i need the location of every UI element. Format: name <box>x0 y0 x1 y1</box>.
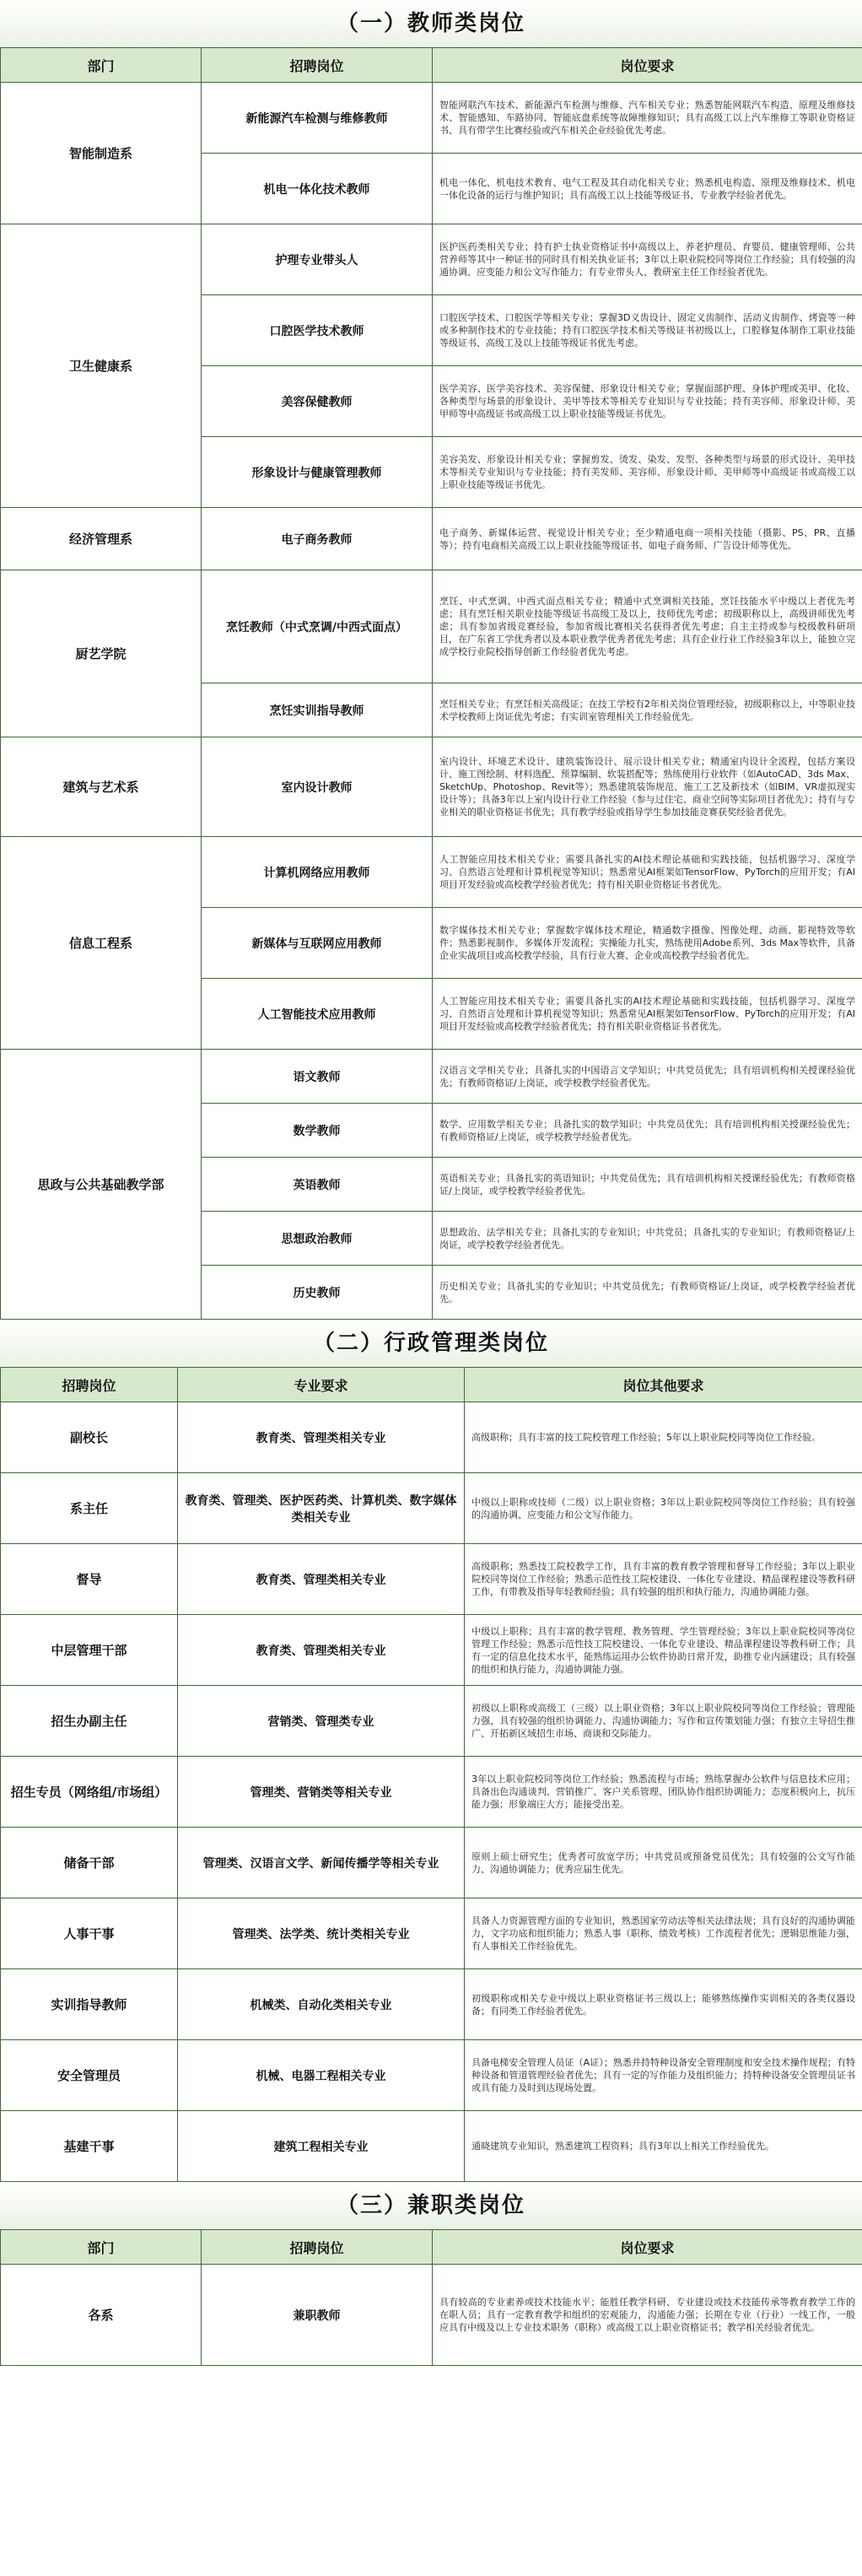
major-cell: 教育类、管理类相关专业 <box>178 1544 465 1615</box>
position-cell: 机电一体化技术教师 <box>202 154 433 224</box>
requirements-cell: 具有较高的专业素养或技术技能水平；能胜任教学科研、专业建设或技术技能传承等教育教学工作的在职人员；具有一定教育教学和组织的宏观能力，沟通能力强；长期在专业（行业）一线工作，一般应具有中级及以上专业技术职务（职称）或高级工以上职业资格证书；教学相关经验者优先。 <box>433 2265 862 2366</box>
position-cell: 英语教师 <box>202 1158 433 1212</box>
table-header-row <box>1 48 862 83</box>
position-cell: 新媒体与互联网应用教师 <box>202 908 433 979</box>
table-row <box>1 1402 862 1473</box>
position-cell: 安全管理员 <box>1 2040 178 2111</box>
table-header-row <box>1 1368 862 1402</box>
requirements-cell: 数学、应用数学相关专业；具备扎实的数学知识；中共党员优先；具有培训机构相关授课经验优先；有教师资格证/上岗证，或学校教学经验者优先。 <box>433 1104 862 1158</box>
position-cell: 人事干事 <box>1 1898 178 1969</box>
header-position: 招聘岗位 <box>1 1368 178 1402</box>
position-cell: 语文教师 <box>202 1050 433 1104</box>
table-row <box>1 2265 862 2366</box>
requirements-cell: 历史相关专业；具备扎实的专业知识；中共党员优先；有教师资格证/上岗证，或学校教学经验者优先。 <box>433 1266 862 1320</box>
position-cell: 储备干部 <box>1 1828 178 1898</box>
table-row <box>1 1686 862 1757</box>
requirements-cell: 英语相关专业；具备扎实的英语知识；中共党员优先；具有培训机构相关授课经验优先；有教师资格证/上岗证，或学校教学经验者优先。 <box>433 1158 862 1212</box>
position-cell: 实训指导教师 <box>1 1969 178 2040</box>
table-row <box>1 1898 862 1969</box>
major-cell: 管理类、法学类、统计类相关专业 <box>178 1898 465 1969</box>
major-cell: 教育类、管理类相关专业 <box>178 1402 465 1473</box>
major-cell: 教育类、管理类、医护医药类、计算机类、数字媒体类相关专业 <box>178 1473 465 1544</box>
major-cell: 教育类、管理类相关专业 <box>178 1615 465 1686</box>
position-cell: 副校长 <box>1 1402 178 1473</box>
header-dept: 部门 <box>1 48 202 83</box>
requirements-cell: 通晓建筑专业知识，熟悉建筑工程资料；具有3年以上相关工作经验优先。 <box>465 2111 862 2182</box>
requirements-cell: 电子商务、新媒体运营、视觉设计相关专业；至少精通电商一项相关技能（摄影、PS、PR、直播等）；持有电商相关高级工以上职业技能等级证书、如电子商务师、广告设计师等优先。 <box>433 508 862 570</box>
requirements-cell: 智能网联汽车技术、新能源汽车检测与维修、汽车相关专业；熟悉智能网联汽车构造、原理及维修技术、智能感知、车路协同、智能底盘系统等故障维修知识；具有高级工以上汽车维修工等职业资格证书、具有带学生比赛经验或汽车相关企业经验优先考虑。 <box>433 83 862 154</box>
department-cell: 智能制造系 <box>1 83 202 224</box>
requirements-cell: 医学美容、医学美容技术、美容保健、形象设计相关专业；掌握面部护理、身体护理或美甲、化妆、各种类型与场景的形象设计、美甲等技术等相关专业知识与专业技能；持有美容师、形象设计师、美甲师等中高级证书或高级工以上职业技能等级证书优先。 <box>433 366 862 437</box>
department-cell: 信息工程系 <box>1 837 202 1050</box>
position-cell: 招生办副主任 <box>1 1686 178 1757</box>
requirements-cell: 数字媒体技术相关专业；掌握数字媒体技术理论，精通数字摄像、图像处理、动画、影视特效等软件；熟悉影视制作、多媒体开发流程；实操能力扎实，熟练使用Adobe系列、3ds Max等软件，具备企业实战项目或高校教学经验，具有行业大赛、企业或高校教学经验者优先。 <box>433 908 862 979</box>
position-cell: 历史教师 <box>202 1266 433 1320</box>
header-major: 专业要求 <box>178 1368 465 1402</box>
admin-positions-table <box>0 1367 862 2182</box>
header-requirements: 岗位要求 <box>433 48 862 83</box>
position-cell: 基建干事 <box>1 2111 178 2182</box>
position-cell: 兼职教师 <box>202 2265 433 2366</box>
position-cell: 烹饪教师（中式烹调/中西式面点） <box>202 570 433 683</box>
requirements-cell: 具备人力资源管理方面的专业知识，熟悉国家劳动法等相关法律法规；具有良好的沟通协调能力，文字功底和组织能力；熟悉人事（职称、绩效考核）工作流程者优先；逻辑思维能力强，有人事相关工作经验优先。 <box>465 1898 862 1969</box>
department-cell: 卫生健康系 <box>1 224 202 508</box>
position-cell: 督导 <box>1 1544 178 1615</box>
position-cell: 室内设计教师 <box>202 737 433 837</box>
department-cell: 建筑与艺术系 <box>1 737 202 837</box>
table-row <box>1 1473 862 1544</box>
position-cell: 招生专员（网络组/市场组） <box>1 1757 178 1828</box>
requirements-cell: 室内设计、环境艺术设计、建筑装饰设计、展示设计相关专业；精通室内设计全流程，包括方案设计、施工图绘制、材料选配、预算编制、软装搭配等；熟练使用行业软件（如AutoCAD、3ds Max、SketchUp、Photoshop、Revit等）；熟悉建筑装饰规范、施工工艺及新技术（如BIM、VR虚拟现实设计等）；具备3年以上室内设计行业工作经验（参与过住宅、商业空间等实际项目者优先）；持有与专业相关的职业资格证书优先；具有教学经验或指导学生参加技能竞赛获奖经验者优先。 <box>433 737 862 837</box>
department-cell: 思政与公共基础教学部 <box>1 1050 202 1320</box>
table-row <box>1 1828 862 1898</box>
position-cell: 人工智能技术应用教师 <box>202 979 433 1050</box>
table-row <box>1 2111 862 2182</box>
requirements-cell: 人工智能应用技术相关专业；需要具备扎实的AI技术理论基础和实践技能，包括机器学习、深度学习、自然语言处理和计算机视觉等知识；熟悉常见AI框架如TensorFlow、PyTorch的应用开发；有AI项目开发经验或高校教学经验者优先；持有相关职业资格证书者优先。 <box>433 837 862 908</box>
major-cell: 管理类、营销类等相关专业 <box>178 1757 465 1828</box>
requirements-cell: 人工智能应用技术相关专业；需要具备扎实的AI技术理论基础和实践技能，包括机器学习、深度学习、自然语言处理和计算机视觉等知识；熟悉常见AI框架如TensorFlow、PyTorch的应用开发；有AI项目开发经验或高校教学经验者优先；持有相关职业资格证书者优先。 <box>433 979 862 1050</box>
major-cell: 营销类、管理类专业 <box>178 1686 465 1757</box>
department-cell: 经济管理系 <box>1 508 202 570</box>
requirements-cell: 思想政治、法学相关专业；具备扎实的专业知识；中共党员；具备扎实的专业知识；有教师资格证/上岗证，或学校教学经验者优先。 <box>433 1212 862 1266</box>
requirements-cell: 原则上硕士研究生；优秀者可放宽学历；中共党员或预备党员优先；具有较强的公文写作能力、沟通协调能力；优秀应届生优先。 <box>465 1828 862 1898</box>
section-admin-title: （二）行政管理类岗位 <box>0 1320 862 1367</box>
requirements-cell: 初级以上职称或高级工（三级）以上职业资格；3年以上职业院校同等岗位工作经验；管理能力强，具有较强的组织协调能力、沟通协调能力；写作和宣传策划能力强；有独立主导招生推广、开拓新区域招生市场、商谈和交际能力。 <box>465 1686 862 1757</box>
table-row <box>1 1969 862 2040</box>
header-other-requirements: 岗位其他要求 <box>465 1368 862 1402</box>
position-cell: 美容保健教师 <box>202 366 433 437</box>
table-row <box>1 837 862 908</box>
header-position: 招聘岗位 <box>202 48 433 83</box>
position-cell: 系主任 <box>1 1473 178 1544</box>
department-cell: 各系 <box>1 2265 202 2366</box>
header-dept: 部门 <box>1 2230 202 2265</box>
header-requirements: 岗位要求 <box>433 2230 862 2265</box>
section-parttime-title: （三）兼职类岗位 <box>0 2182 862 2229</box>
table-row <box>1 1757 862 1828</box>
major-cell: 机械类、自动化类相关专业 <box>178 1969 465 2040</box>
position-cell: 形象设计与健康管理教师 <box>202 437 433 508</box>
table-row <box>1 570 862 683</box>
header-position: 招聘岗位 <box>202 2230 433 2265</box>
position-cell: 烹饪实训指导教师 <box>202 683 433 737</box>
table-row <box>1 508 862 570</box>
requirements-cell: 汉语言文学相关专业；具备扎实的中国语言文学知识；中共党员优先；具有培训机构相关授课经验优先；有教师资格证/上岗证，或学校教学经验者优先。 <box>433 1050 862 1104</box>
table-row <box>1 83 862 154</box>
section-teacher-title: （一）教师类岗位 <box>0 0 862 47</box>
requirements-cell: 具备电梯安全管理人员证（A证）；熟悉并持特种设备安全管理制度和安全技术操作规程；有特种设备和管道管理经验者优先；具有一定的写作能力及组织能力；持特种设备安全管理员证书或具有能力及时到达现场处置。 <box>465 2040 862 2111</box>
table-row <box>1 2040 862 2111</box>
position-cell: 新能源汽车检测与维修教师 <box>202 83 433 154</box>
requirements-cell: 中级以上职称或技师（二级）以上职业资格；3年以上职业院校同等岗位工作经验；具有较强的沟通协调、应变能力和公文写作能力。 <box>465 1473 862 1544</box>
major-cell: 管理类、汉语言文学、新闻传播学等相关专业 <box>178 1828 465 1898</box>
table-header-row <box>1 2230 862 2265</box>
requirements-cell: 高级职称；具有丰富的技工院校管理工作经验；5年以上职业院校同等岗位工作经验。 <box>465 1402 862 1473</box>
requirements-cell: 烹饪相关专业；有烹饪相关高级证；在技工学校有2年相关岗位管理经验，初级职称以上，中等职业技术学校教师上岗证优先考虑；有实训室管理相关工作经验优先。 <box>433 683 862 737</box>
requirements-cell: 口腔医学技术、口腔医学等相关专业；掌握3D义齿设计、固定义齿制作、活动义齿制作、烤瓷等一种或多种制作技术的专业技能；持有口腔医学技术相关等级证书初级以上，口腔修复体制作工职业技能等级证书、高级工及以上技能等级证书优先考虑。 <box>433 295 862 366</box>
teacher-positions-table <box>0 47 862 1320</box>
position-cell: 电子商务教师 <box>202 508 433 570</box>
requirements-cell: 烹饪、中式烹调、中西式面点相关专业；精通中式烹调相关技能，烹饪技能水平中级以上者优先考虑；具有烹饪相关职业技能等级证书高级工及以上，技师优先考虑；初级职称以上，高级讲师优先考虑；具有参加省级竞赛经验，参加省级比赛相关名获得者优先考虑；自主主持或参与校级教科研项目，在广东省工学优秀者以及本职业教学优秀者优先考虑；具有企业行业工作经验3年以上，能独立完成学校行业院校指导创新工作经验者优先考虑。 <box>433 570 862 683</box>
parttime-positions-table <box>0 2229 862 2366</box>
requirements-cell: 初级职称或相关专业中级以上职业资格证书三级以上；能够熟练操作实训相关的各类仪器设备；有同类工作经验者优先。 <box>465 1969 862 2040</box>
requirements-cell: 高级职称；熟悉技工院校教学工作，具有丰富的教育教学管理和督导工作经验；3年以上职业院校同等岗位工作经验；熟悉示范性技工院校建设、一体化专业建设、精品课程建设等教科研工作，有带教及指导年轻教师经验；具有较强的组织和执行能力，沟通协调能力强。 <box>465 1544 862 1615</box>
table-row <box>1 737 862 837</box>
table-row <box>1 1544 862 1615</box>
position-cell: 中层管理干部 <box>1 1615 178 1686</box>
position-cell: 思想政治教师 <box>202 1212 433 1266</box>
position-cell: 口腔医学技术教师 <box>202 295 433 366</box>
position-cell: 数学教师 <box>202 1104 433 1158</box>
requirements-cell: 医护医药类相关专业；持有护士执业资格证书中高级以上，养老护理员、育婴员、健康管理师、公共营养师等其中一种证书的同时具有相关执业证书；3年以上职业院校同等岗位工作经验；具有较强的沟通协调、应变能力和公文写作能力；有专业带头人、教研室主任工作经验者优先。 <box>433 224 862 295</box>
major-cell: 机械、电器工程相关专业 <box>178 2040 465 2111</box>
requirements-cell: 3年以上职业院校同等岗位工作经验；熟悉流程与市场；熟练掌握办公软件与信息技术应用；具备出色沟通谈判、营销推广、客户关系管理、团队协作组织协调能力；态度积极向上，抗压能力强；形象端庄大方；能接受出差。 <box>465 1757 862 1828</box>
requirements-cell: 机电一体化、机电技术教育、电气工程及其自动化相关专业；熟悉机电构造、原理及维修技术、机电一体化设备的运行与维护知识；具有高级工以上技能等级证书、专业教学经验者优先。 <box>433 154 862 224</box>
requirements-cell: 中级以上职称；具有丰富的教学管理、教务管理、学生管理经验；3年以上职业院校同等岗位管理工作经验；熟悉示范性技工院校建设、一体化专业建设、精品课程建设等教科研工作；具有一定的信息化技术水平，能熟练运用办公软件协助日常开发，助推专业内涵建设；具有较强的组织和执行能力，沟通协调能力强。 <box>465 1615 862 1686</box>
requirements-cell: 美容美发、形象设计相关专业；掌握剪发、烫发、染发、发型、各种类型与场景的形式设计、美甲技术等相关专业知识与专业技能；持有美发师、美容师、形象设计师、美甲师等中高级证书或高级工以上职业技能等级证书优先。 <box>433 437 862 508</box>
position-cell: 计算机网络应用教师 <box>202 837 433 908</box>
major-cell: 建筑工程相关专业 <box>178 2111 465 2182</box>
table-row <box>1 1615 862 1686</box>
table-row <box>1 1050 862 1104</box>
table-row <box>1 224 862 295</box>
position-cell: 护理专业带头人 <box>202 224 433 295</box>
department-cell: 厨艺学院 <box>1 570 202 737</box>
